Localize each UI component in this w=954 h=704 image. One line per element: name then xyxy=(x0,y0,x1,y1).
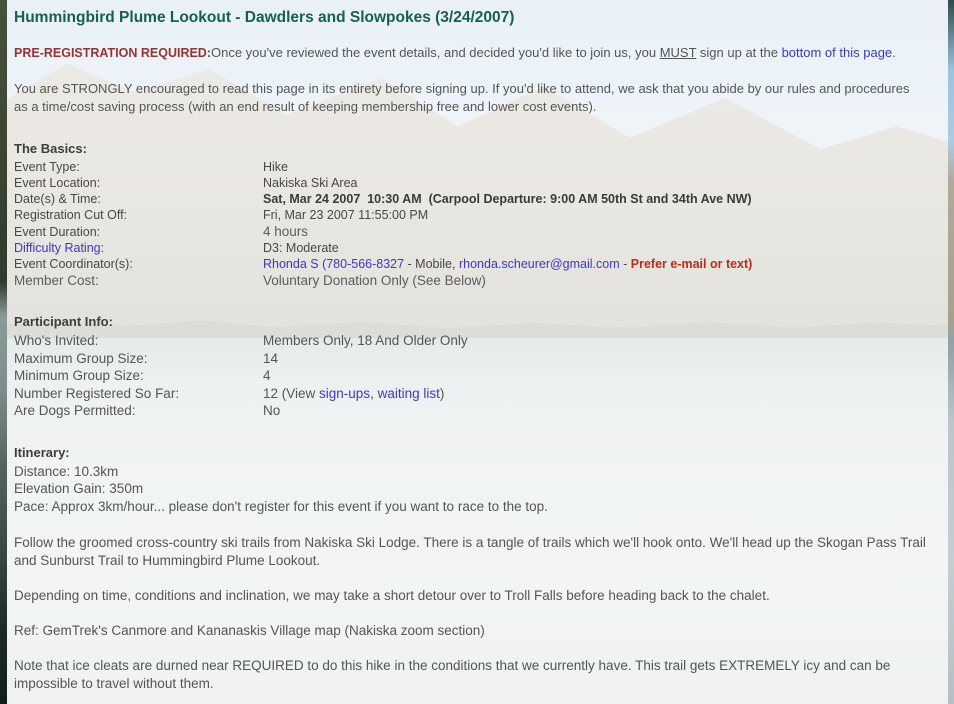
itinerary-lines xyxy=(14,463,941,516)
info-row xyxy=(14,402,941,420)
info-row xyxy=(14,256,941,272)
text-segment: Once you've reviewed the event details, and decided you'd like to join us, you xyxy=(211,45,660,60)
row-value xyxy=(263,350,278,368)
info-row xyxy=(14,159,941,175)
text-segment: sign up at the xyxy=(696,45,782,60)
text-segment: ) xyxy=(439,385,445,401)
text-segment: 14 xyxy=(263,350,279,366)
row-label: Are Dogs Permitted: xyxy=(14,403,136,418)
text-segment: . xyxy=(892,45,896,60)
row-value xyxy=(263,332,468,350)
participant-rows xyxy=(14,332,941,420)
row-value xyxy=(263,240,339,256)
row-value xyxy=(263,367,271,385)
row-label: Date(s) & Time: xyxy=(14,192,101,206)
info-row xyxy=(14,240,941,256)
description-paragraphs xyxy=(14,534,941,693)
text-segment: Prefer e-mail or text) xyxy=(630,257,753,271)
text-segment: , xyxy=(370,385,378,401)
pre-registration-notice xyxy=(14,43,916,63)
row-label: Event Duration: xyxy=(14,225,101,239)
row-label: Event Location: xyxy=(14,176,101,190)
basics-rows xyxy=(14,159,941,289)
info-row xyxy=(14,191,941,207)
itinerary-line: Pace: Approx 3km/hour... please don't register for this event if you want to race to the top. xyxy=(14,498,548,514)
text-segment: PRE-REGISTRATION REQUIRED: xyxy=(14,46,211,60)
row-label: Event Type: xyxy=(14,160,80,174)
row-value xyxy=(263,402,280,420)
row-value xyxy=(263,223,308,240)
info-row xyxy=(14,175,941,191)
text-segment: 4 xyxy=(263,368,271,383)
text-segment: Members Only, 18 And Older Only xyxy=(263,333,468,348)
info-row xyxy=(14,223,941,240)
row-value xyxy=(263,191,752,207)
section-itinerary xyxy=(14,445,941,516)
row-value xyxy=(263,256,752,272)
section-heading-participant: Participant Info: xyxy=(14,314,113,329)
row-value xyxy=(263,159,288,175)
row-value xyxy=(263,207,428,223)
event-detail-panel xyxy=(7,0,948,704)
info-row xyxy=(14,350,941,368)
page-title: Hummingbird Plume Lookout - Dawdlers and Slowpokes (3/24/2007) xyxy=(14,9,515,26)
background-left-edge xyxy=(0,0,7,704)
row-label: Member Cost: xyxy=(14,273,99,288)
text-segment: No xyxy=(263,403,281,418)
text-segment: Fri, Mar 23 2007 11:55:00 PM xyxy=(263,208,429,222)
row-label: Registration Cut Off: xyxy=(14,208,128,222)
text-segment: - xyxy=(619,257,631,271)
info-row xyxy=(14,385,941,403)
text-segment: - Mobile, xyxy=(404,257,459,271)
section-heading-itinerary: Itinerary: xyxy=(14,444,70,460)
row-label: Minimum Group Size: xyxy=(14,368,144,383)
rhonda-scheurer-gmail-com-link[interactable]: rhonda.scheurer@gmail.com xyxy=(458,257,620,271)
text-segment: Hike xyxy=(263,160,289,174)
text-segment: Sat, Mar 24 2007 10:30 AM (Carpool Departure: 9:00 AM 50th St and 34th Ave NW) xyxy=(263,192,752,206)
row-value xyxy=(263,385,444,403)
difficulty-rating-link[interactable]: Difficulty Rating: xyxy=(14,241,105,255)
body-paragraph: Follow the groomed cross-country ski trails from Nakiska Ski Lodge. There is a tangle of trails which we'll hook onto. We'll head up the Skogan Pass Trail and Sunburst Trail to Hummingbird Plume Lookout. xyxy=(14,535,926,568)
body-paragraph: Note that ice cleats are durned near REQUIRED to do this hike in the conditions that we currently have. This trail gets EXTREMELY icy and can be impossible to travel without them. xyxy=(14,658,891,691)
rhonda-s-780-566-8327-link[interactable]: Rhonda S (780-566-8327 xyxy=(263,257,405,271)
row-value xyxy=(263,272,486,289)
row-label: Event Coordinator(s): xyxy=(14,257,133,271)
row-value xyxy=(263,175,357,191)
text-segment: D3: Moderate xyxy=(263,241,339,255)
text-segment: MUST xyxy=(659,45,697,60)
info-row xyxy=(14,207,941,223)
bottom-of-this-page-link[interactable]: bottom of this page xyxy=(781,45,893,60)
row-label: Maximum Group Size: xyxy=(14,350,148,366)
body-paragraph: Ref: GemTrek's Canmore and Kananaskis Village map (Nakiska zoom section) xyxy=(14,623,485,638)
body-paragraph: Depending on time, conditions and inclination, we may take a short detour over to Troll Falls before heading back to the chalet. xyxy=(14,588,770,603)
background-right-edge xyxy=(948,0,954,704)
row-label: Who's Invited: xyxy=(14,333,99,348)
section-the-basics xyxy=(14,141,941,289)
info-row xyxy=(14,272,941,289)
info-row xyxy=(14,332,941,350)
waiting-list-link[interactable]: waiting list xyxy=(377,385,440,401)
text-segment: Voluntary Donation Only (See Below) xyxy=(263,273,486,288)
text-segment: 12 (View xyxy=(263,385,320,401)
section-participant-info xyxy=(14,314,941,420)
itinerary-line: Elevation Gain: 350m xyxy=(14,481,144,496)
itinerary-line: Distance: 10.3km xyxy=(14,463,119,479)
intro-paragraph: You are STRONGLY encouraged to read this page in its entirety before signing up. If you'd like to attend, we ask that you abide by our rules and procedures as a time/cost saving process (with an end result of keeping membership free and lower cost events). xyxy=(14,81,910,114)
section-heading-basics: The Basics: xyxy=(14,141,87,156)
sign-ups-link[interactable]: sign-ups xyxy=(319,385,371,401)
row-label: Number Registered So Far: xyxy=(14,385,180,401)
info-row xyxy=(14,367,941,385)
text-segment: 4 hours xyxy=(263,224,309,239)
text-segment: Nakiska Ski Area xyxy=(263,176,358,190)
